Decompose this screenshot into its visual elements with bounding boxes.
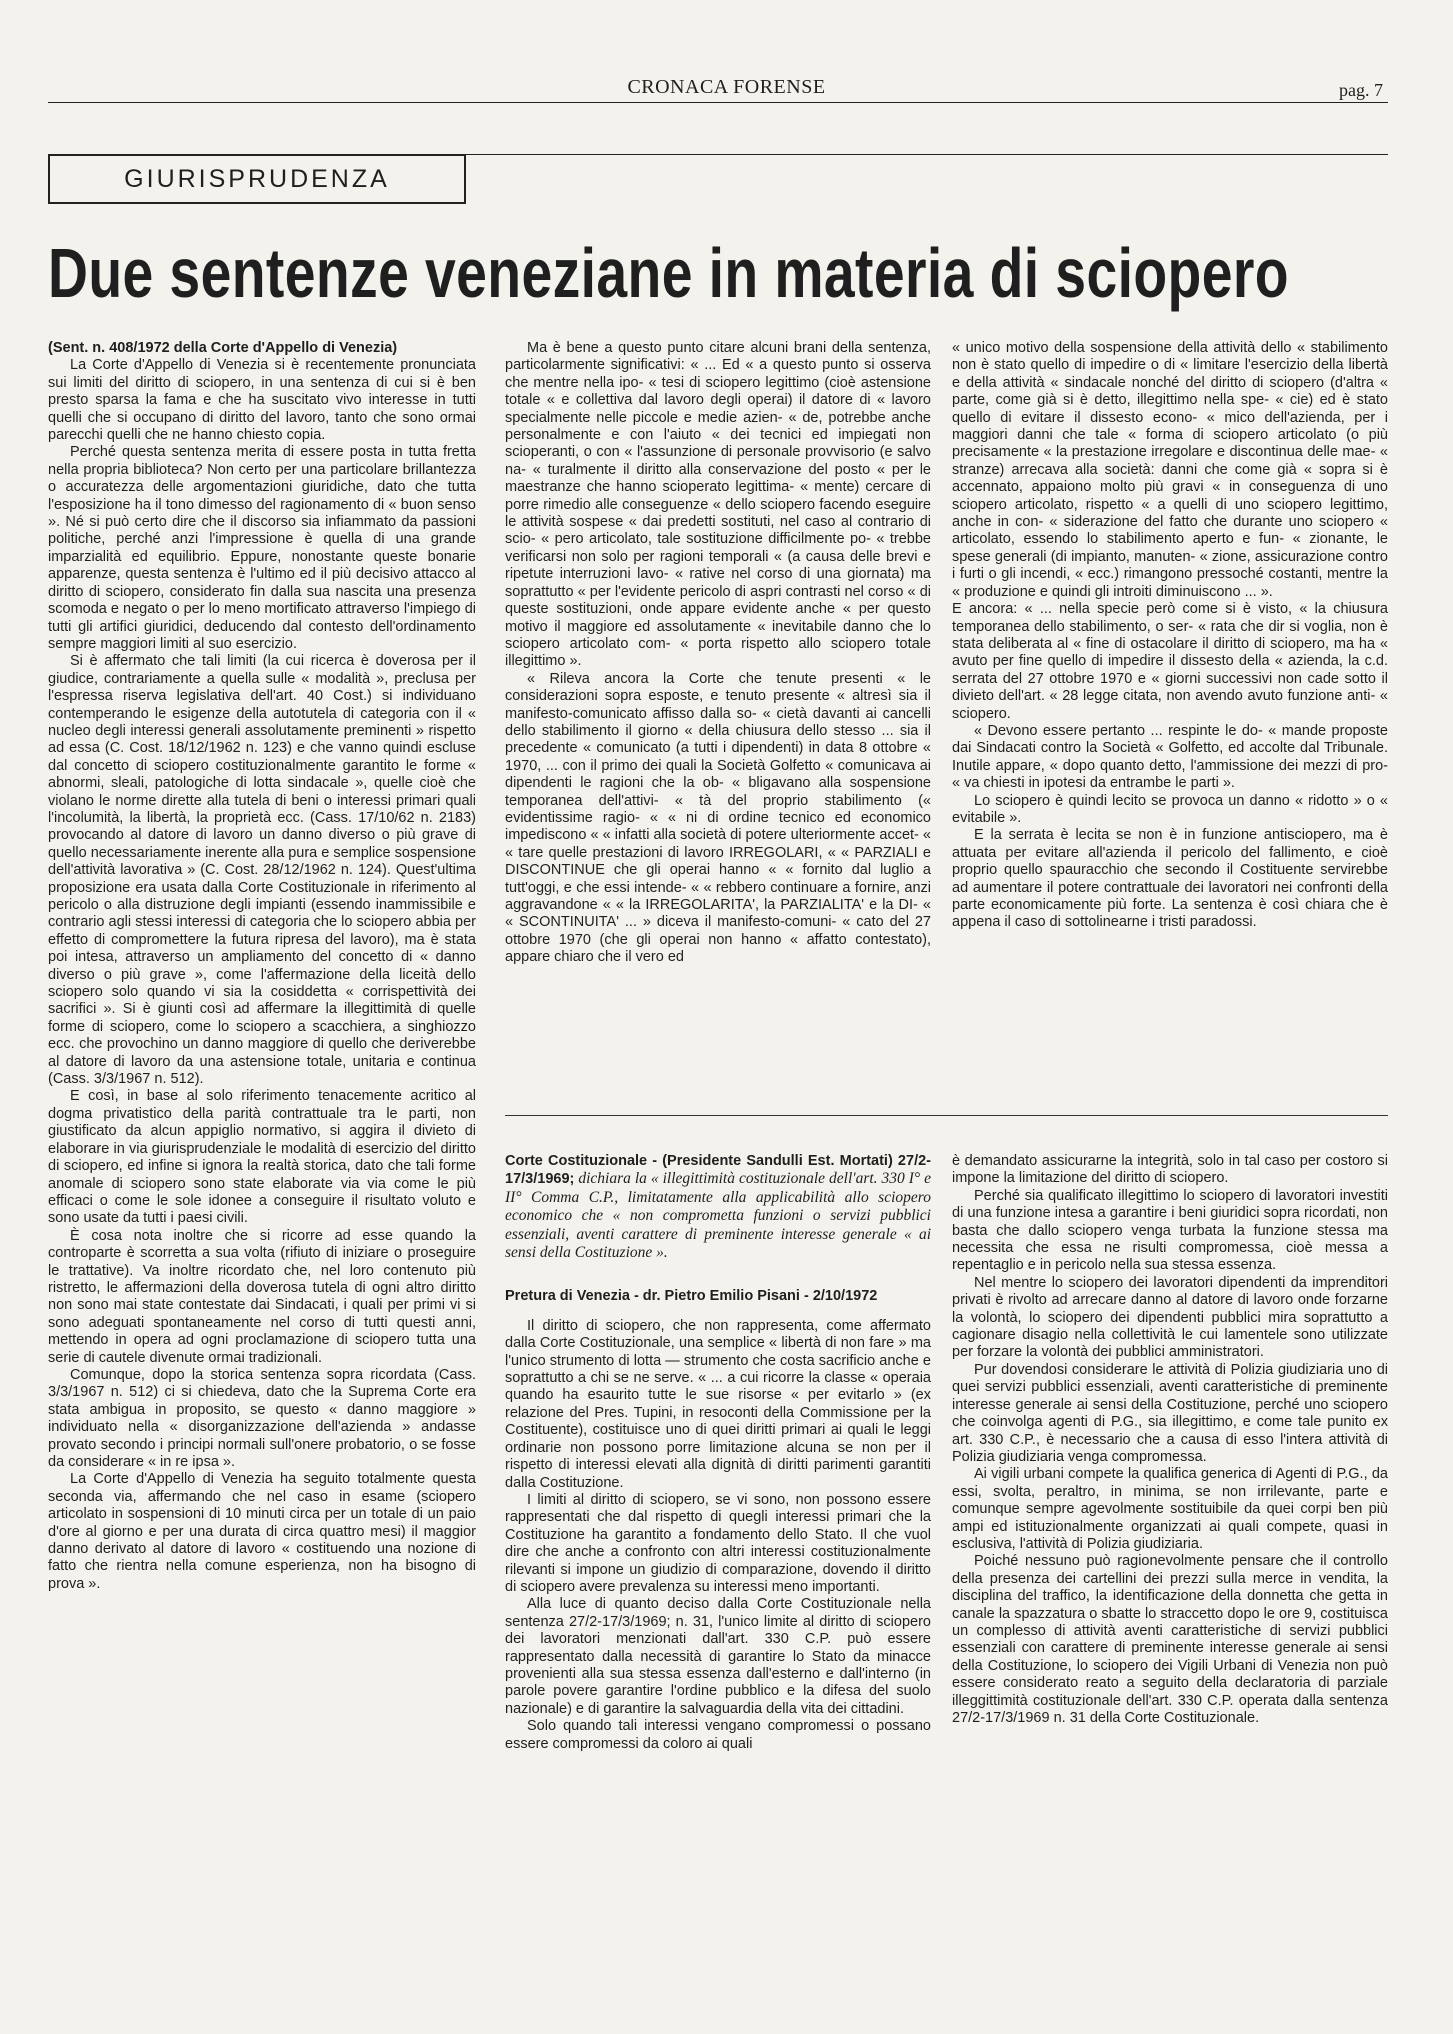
paragraph: Pur dovendosi considerare le attività di Polizia giudiziaria uno di quei servizi pubblici essenziali, aventi caratteristiche di preminente interesse generale ai sensi della Costituzione, perché uno sciopero che coinvolga agenti di P.G., sia illegittimo, e come tale punito ex art. 330 C.P., è necessario che a causa di esso l'intera attività di Polizia giudiziaria venga compromessa.	[952, 1361, 1388, 1465]
paragraph: E ancora: « ... nella specie però come si è visto, « la chiusura temporanea dello stabilimento, o ser- « rata che dir si voglia, non è stata deliberata al « fine di ostacolare il diritto di sciopero, ma ha « avuto per fine quello di impedire il dissesto della « azienda, la c.d. serrata del 27 ottobre 1970 e « giorni successivi non cade sotto il divieto dell'art. « 28 legge citata, non avendo avuto funzione anti- « sciopero.	[952, 601, 1388, 722]
paragraph: Lo sciopero è quindi lecito se provoca un danno « ridotto » o « evitabile ».	[952, 792, 1388, 826]
paragraph: « unico motivo della sospensione della attività dello « stabilimento non è stato quello di impedire o di « limitare l'esercizio della libertà e della attività « sindacale nonché del diritto di sciopero (d'altra « parte, come già si è detto, illegittimo nella spe- « cie) ed è stato quello di evitare il dissesto econo- « mico dell'azienda, per i maggiori danni che tale « forma di sciopero articolato (o più precisamente « la prestazione irregolare e discontinua delle mae- « stranze) arrecava alla società: danni che come già « sopra si è accennato, appaiono molto più gravi « in conseguenza di uno sciopero articolato, rispetto « a quelli di uno sciopero legittimo, anche in con- « siderazione del fatto che durante uno sciopero « articolato, essendo lo stabilimento aperto e fun- « zionante, le spese generali (di impianto, manuten- « zione, assicurazione contro i furti o gli incendi, « ecc.) rimangono pressoché costanti, mentre la « produzione e quindi gli introiti diminuiscono ... ».	[952, 340, 1388, 600]
paragraph: Perché sia qualificato illegittimo lo sciopero di lavoratori investiti di una funzione intesa a garantire i beni giuridici sopra ricordati, non basta che dallo sciopero venga turbata la funzione stessa ma necessita che essa ne risulti compromessa, cioè messa a repentaglio e in pericolo nella sua stessa essenza.	[952, 1187, 1388, 1274]
paragraph: Ma è bene a questo punto citare alcuni brani della sentenza, particolarmente significativi: « ... Ed « a questo punto si osserva che mentre nella ipo- « tesi di sciopero legittimo (cioè astensione totale « e collettiva dal lavoro degli operai) il datore di « lavoro specialmente nelle piccole e medie azien- « de, potrebbe anche personalmente e con l'aiuto « dei tecnici ed impiegati non scioperanti, o con « l'assunzione di personale provvisorio (e salvo na- « turalmente il diritto alla conservazione del posto « per le maestranze che hanno scioperato legittima- « mente) cercare di porre rimedio alle conseguenze « dello sciopero facendo eseguire le attività sospese « dai predetti sostituti, nel caso al contrario di scio- « pero articolato, tale sostituzione difficilmente po- « trebbe verificarsi non solo per ragioni temporali « (a causa delle brevi e ripetute interruzioni lavo- « rative nel corso di una giornata) ma soprattutto « per l'evidente pericolo di aspri contrasti nel corso « di queste sostituzioni, onde appare evidente anche « per questo motivo il maggiore ed assolutamente « inevitabile danno che lo sciopero articolato com- « porta rispetto allo sciopero totale illegittimo ».	[505, 340, 931, 670]
article-title: Due sentenze veneziane in materia di sciopero	[48, 234, 1289, 312]
paragraph: Il diritto di sciopero, che non rappresenta, come affermato dalla Corte Costituzionale, una semplice « libertà di non fare » ma l'unico strumento di lotta — strumento che costa sacrificio anche e soprattutto a chi se ne serve. « ... a cui ricorre la classe « operaia quando ha esaurito tutte le sue risorse « per evitarlo » (ex relazione del Pres. Tupini, in resoconti della Commissione per la Costituente), costituisce uno di quei diritti primari ai quali le leggi ordinarie non possono porre limitazione alcuna se non per il rispetto di interessi elevati alla dignità di diritti parimenti garantiti dalla Costituzione.	[505, 1317, 931, 1491]
paragraph: Nel mentre lo sciopero dei lavoratori dipendenti da imprenditori privati è rivolto ad arrecare danno al datore di lavoro onde forzarne la volontà, lo sciopero dei dipendenti pubblici mira soprattutto a cagionare disagio nella collettività le cui lamentele sono utilizzate per forzare la volontà dei pubblici amministratori.	[952, 1274, 1388, 1361]
paragraph: Ai vigili urbani compete la qualifica generica di Agenti di P.G., da essi, svolta, peraltro, in minima, se non irrilevante, parte e comunque sempre agevolmente sostituibile da quei corpi ben più ampi ed istituzionalmente organizzati ai quali compete, quasi in esclusiva, l'attività di Polizia giudiziaria.	[952, 1466, 1388, 1552]
article2-column-2	[952, 1153, 1388, 1727]
paragraph: Comunque, dopo la storica sentenza sopra ricordata (Cass. 3/3/1967 n. 512) ci si chiedeva, dato che la Suprema Corte era stata ambigua in proposito, se questo « danno maggiore » individuato nella « disorganizzazione dell'azienda » andasse provato secondo i principi normali sull'onere probatorio, o se fosse da considerare « in re ipsa ».	[48, 1366, 476, 1470]
article-divider	[505, 1115, 1388, 1116]
article1-ref: (Sent. n. 408/1972 della Corte d'Appello di Venezia)	[48, 340, 398, 356]
paragraph: La Corte d'Appello di Venezia si è recentemente pronunciata sui limiti del diritto di sciopero, in una sentenza di cui si è ben presto sparsa la fama e che ha suscitato vivo interesse in tutti quelli che si occupano di diritto del lavoro, tanto che sono ormai parecchi quelli che ne hanno chiesto copia.	[48, 357, 476, 444]
paragraph: E così, in base al solo riferimento tenacemente acritico al dogma privatistico della parità contrattuale tra le parti, non giustificato da alcun appiglio normativo, si aggira il divieto di elaborare in via giurisprudenziale le modalità di esercizio del diritto di sciopero, ed infine si ignora la realtà storica, dato che tali forme anomale di sciopero sono state elaborate via via come le più efficaci o come le sole idonee a conseguire il risultato voluto e sono usate da tutti i paesi civili.	[48, 1088, 476, 1227]
article1-column-2	[505, 340, 931, 967]
paragraph: Alla luce di quanto deciso dalla Corte Costituzionale nella sentenza 27/2-17/3/1969; n. 31, l'unico limite al diritto di sciopero dei lavoratori menzionati dall'art. 330 C.P. può essere rappresentato dalla necessità di garantire lo Stato da minacce provenienti alla sua stessa essenza dall'esterno e dall'interno (in parole povere garantire l'ordine pubblico e la difesa del suolo nazionale) e di garantire la salvaguardia della vita dei cittadini.	[505, 1596, 931, 1717]
page-number: pag. 7	[1339, 80, 1383, 100]
paragraph: è demandato assicurarne la integrità, solo in tal caso per costoro si impone la limitazione del diritto di sciopero.	[952, 1153, 1388, 1187]
article1-column-3	[952, 340, 1388, 932]
article1-column-1	[48, 340, 476, 1593]
paragraph: La Corte d'Appello di Venezia ha seguito totalmente questa seconda via, affermando che nel caso in esame (sciopero articolato in sospensioni di 10 minuti circa per un totale di un paio d'ore al giorno e per una durata di circa quattro mesi) il maggior danno derivato al datore di lavoro « costituendo una nozione di fatto che rientra nella comune esperienza, non ha bisogno di prova ».	[48, 1471, 476, 1592]
paragraph: I limiti al diritto di sciopero, se vi sono, non possono essere rappresentati che dal rispetto di quegli interessi primari che la Costituzione ha garantito a fondamento dello Stato. Il che vuol dire che anche a confronto con altri interessi costituzionalmente rilevanti si impone un giudizio di comparazione, dovendo il diritto di sciopero avere prevalenza su interessi meno importanti.	[505, 1491, 931, 1595]
paragraph: « Rileva ancora la Corte che tenute presenti « le considerazioni sopra esposte, e tenuto presente « altresì sia il manifesto-comunicato affisso dalla so- « cietà davanti ai cancelli dello stabilimento il giorno « della chiusura dello stesso ... sia il precedente « comunicato (a tutti i dipendenti) in data 8 ottobre « 1970, ... con il primo dei quali la Società Golfetto « comunicava ai dipendenti le ragioni che la ob- « bligavano alla sospensione temporanea dell'attivi- « tà del proprio stabilimento (« evidentissime ragio- « « ni di ordine tecnico ed economico impediscono « « infatti alla società di potere ulteriormente accet- « « tare quelle prestazioni di lavoro IRREGOLARI, « « PARZIALI e DISCONTINUE che gli operai hanno « « fornito dal luglio a tutt'oggi, e che essi intende- « « rebbero continuare a fornire, anzi aggravandone « « la IRREGOLARITA', la PARZIALITA' e la DI- « « SCONTINUITA' ... » diceva il manifesto-comuni- « cato del 27 ottobre 1970 (che gli operai non hanno « affatto contestato), appare chiaro che il vero ed	[505, 670, 931, 966]
paragraph: « Devono essere pertanto ... respinte le do- « mande proposte dai Sindacati contro la Società « Golfetto, ed accolte dal Tribunale. Inutile appare, « dopo quanto detto, l'ammissione dei mezzi di pro- « va chiesti in ipotesi da entrambe le parti ».	[952, 722, 1388, 792]
article2-subheading: Pretura di Venezia - dr. Pietro Emilio Pisani - 2/10/1972	[505, 1288, 878, 1305]
article2-heading: Corte Costituzionale - (Presidente Sandulli Est. Mortati) 27/2-17/3/1969; dichiara la « illegittimità costituzionale dell'art. 330 I° e II° Comma C.P., limitatamente alla applicabilità allo sciopero economico che « non comprometta funzioni o servizi pubblici essenziali, aventi carattere di preminente interesse generale « ai sensi della Costituzione ».	[505, 1153, 931, 1262]
running-head: CRONACA FORENSE	[627, 76, 826, 98]
header-rule	[48, 102, 1388, 103]
paragraph: Solo quando tali interessi vengano compromessi o possano essere compromessi da coloro ai quali	[505, 1718, 931, 1752]
paragraph: Perché questa sentenza merita di essere posta in tutta fretta nella propria biblioteca? Non certo per una particolare brillantezza o accuratezza delle argomentazioni giuridiche, dato che tutta l'esposizione ha il tono dimesso del ragionamento di « buon senso ». Né si può certo dire che il discorso sia infiammato da passioni politiche, perché anzi l'impressione è quella di una grande imparzialità ed equilibrio. Eppure, nonostante queste bonarie apparenze, questa sentenza è l'ultimo ed il più decisivo attacco al diritto di sciopero, considerato fin dalla sua nascita una presenza scomoda e negato o per lo meno mortificato attraverso l'impiego di tutti gli artifici giuridici, deducendo dal contesto dell'ordinamento sempre maggiori limiti al suo esercizio.	[48, 444, 476, 652]
section-label: GIURISPRUDENZA	[124, 164, 390, 193]
section-label-box	[48, 154, 466, 204]
paragraph: Si è affermato che tali limiti (la cui ricerca è doverosa per il giudice, contrariamente a quella sulle « modalità », preclusa per l'espressa riserva legislativa dell'art. 40 Cost.) si individuano contemperando le esigenze della autotutela di categoria con il « nucleo degli interessi generali assolutamente preminenti » rispetto ad essa (C. Cost. 18/12/1962 n. 123) e che vanno quindi escluse dal concetto di sciopero costituzionalmente garantito le forme « abnormi, sleali, patologiche di lotta sindacale », quelle cioè che violano le norme dirette alla tutela di beni o interessi primari quali l'incolumità, la libertà, la proprietà ecc. (Cass. 17/10/62 n. 2183) provocando al datore di lavoro un danno diverso o più grave di quello necessariamente inerente alla pura e semplice sospensione dell'attività lavorativa » (C. Cost. 28/12/1962 n. 124). Quest'ultima proposizione era usata dalla Corte Costituzionale in riferimento al pericolo o alla distruzione degli impianti (essendo inammissibile e contrario agli stessi interessi di categoria che lo sciopero abbia per effetto di compromettere la futura ripresa del lavoro), ma è stata poi intesa, attraverso un ampliamento del concetto di « danno diverso o più grave », come l'affermazione della liceità dello sciopero solo quando vi sia la cosiddetta « corrispettività dei sacrifici ». Si è giunti così ad affermare la illegittimità di quelle forme di sciopero, come lo sciopero a scacchiera, a singhiozzo ecc. che provochino un danno maggiore di quello che deriverebbe al datore di lavoro da una astensione totale, unitaria e continua (Cass. 3/3/1967 n. 512).	[48, 653, 477, 1088]
paragraph: Poiché nessuno può ragionevolmente pensare che il controllo della presenza dei cartellini dei prezzi sulla merce in vendita, la disciplina del traffico, la identificazione della donnetta che getta in canale la spazzatura o sbatte lo straccetto dopo le ore 9, costituisca un complesso di attività aventi caratteristiche di servizi pubblici essenziali con carattere di preminente interesse generale ai sensi della Costituzione, lo sciopero dei Vigili Urbani di Venezia non può essere considerato reato a seguito della declaratoria di parziale illeggittimità costituzionale dell'art. 330 C.P. operata dalla sentenza 27/2-17/3/1969 n. 31 della Corte Costituzionale.	[952, 1553, 1388, 1726]
section-rule	[466, 154, 1388, 155]
paragraph: E la serrata è lecita se non è in funzione antisciopero, ma è attuata per evitare all'azienda il pericolo del fallimento, e cioè proprio quello spauracchio che secondo il Costituente servirebbe ad aumentare il potere contrattuale dei lavoratori nei confronti della parte economicamente più forte. La sentenza è così chiara che è appena il caso di sottolinearne i tristi paradossi.	[952, 827, 1388, 931]
article2-column-1	[505, 1153, 931, 1753]
paragraph: È cosa nota inoltre che si ricorre ad esse quando la controparte è scorretta a sua volta (rifiuto di iniziare o proseguire le trattative). Va inoltre ricordato che, nel loro contenuto più ristretto, le affermazioni della doverosa tutela di ogni altro diritto non sono mai state contestate dai Sindacati, i quali per primi vi si sono adeguati spontaneamente nel corso di tutti questi anni, mettendo in opera ad ogni proclamazione di sciopero tutta una serie di cautele divenute ormai tradizionali.	[48, 1227, 476, 1366]
